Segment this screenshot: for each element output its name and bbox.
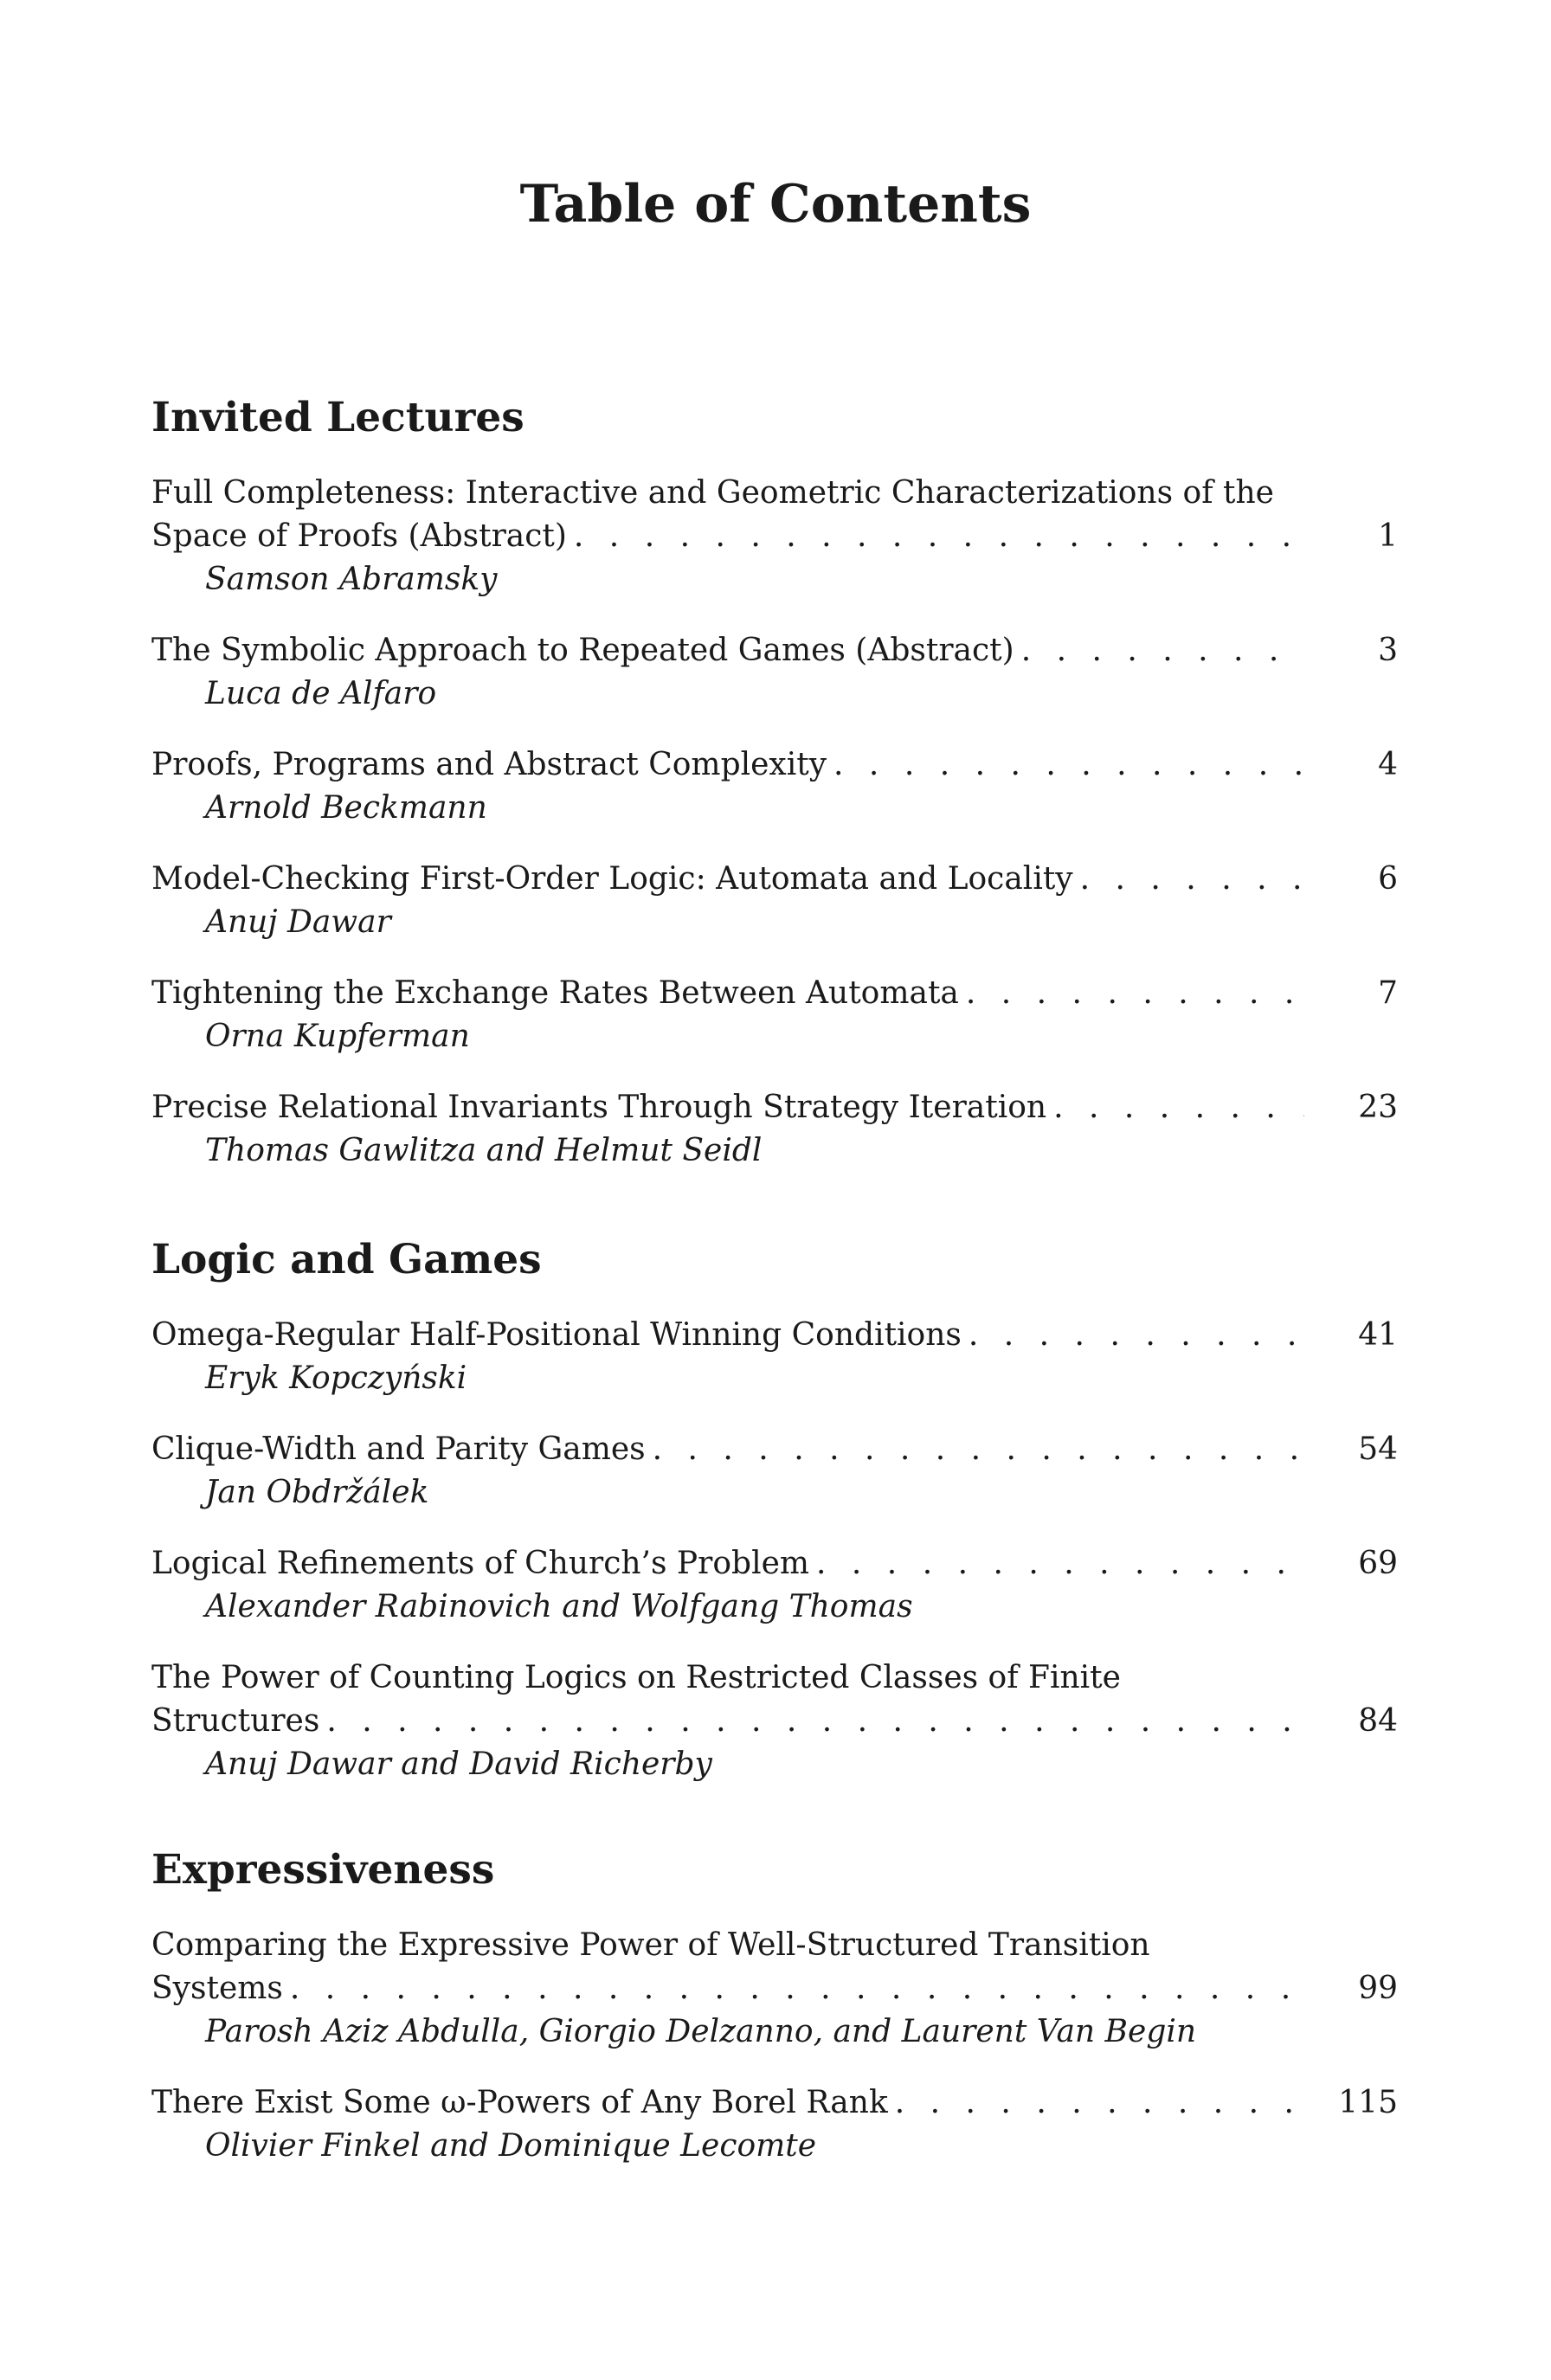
dot-leader [290, 1967, 1304, 2010]
entry-authors: Samson Abramsky [205, 562, 498, 597]
entry-authors: Luca de Alfaro [205, 676, 437, 711]
toc-entry[interactable] [151, 972, 1398, 1058]
section-heading: Invited Lectures [151, 394, 525, 441]
page-number[interactable]: 84 [1358, 1703, 1398, 1739]
dot-leader [326, 1700, 1304, 1743]
entry-authors: Parosh Aziz Abdulla, Giorgio Delzanno, and Laurent Van Begin [205, 2014, 1197, 2049]
page-number[interactable]: 3 [1378, 633, 1398, 668]
toc-entry[interactable] [151, 472, 1398, 601]
entry-title[interactable]: Systems [151, 1971, 283, 2006]
entry-authors: Anuj Dawar [205, 904, 391, 940]
page-number[interactable]: 6 [1378, 861, 1398, 897]
page-number[interactable]: 99 [1358, 1971, 1398, 2006]
section-logic-and-games [151, 1236, 1398, 1814]
entry-title[interactable]: Precise Relational Invariants Through Strategy Iteration [151, 1090, 1047, 1125]
section-heading: Expressiveness [151, 1846, 495, 1894]
toc-entry[interactable] [151, 743, 1398, 830]
entry-title[interactable]: Omega-Regular Half-Positional Winning Conditions [151, 1317, 962, 1353]
dot-leader [816, 1542, 1304, 1586]
entry-authors: Jan Obdržálek [205, 1475, 429, 1510]
page-number[interactable]: 7 [1378, 975, 1398, 1011]
toc-entry[interactable] [151, 629, 1398, 716]
entry-title[interactable]: There Exist Some ω-Powers of Any Borel Rank [151, 2085, 888, 2120]
page-number[interactable]: 4 [1378, 747, 1398, 782]
dot-leader [833, 743, 1304, 787]
page-number[interactable]: 115 [1338, 2085, 1398, 2120]
section-invited-lectures [151, 394, 1398, 1200]
dot-leader [653, 1428, 1304, 1471]
page-number[interactable]: 1 [1378, 518, 1398, 554]
entry-authors: Olivier Finkel and Dominique Lecomte [205, 2128, 817, 2164]
entry-title[interactable]: Tightening the Exchange Rates Between Automata [151, 975, 959, 1011]
page-number[interactable]: 41 [1358, 1317, 1398, 1353]
toc-entry[interactable] [151, 1542, 1398, 1629]
entry-title[interactable]: The Symbolic Approach to Repeated Games (Abstract) [151, 633, 1014, 668]
entry-title[interactable]: Clique-Width and Parity Games [151, 1431, 646, 1467]
entry-authors: Alexander Rabinovich and Wolfgang Thomas [205, 1589, 913, 1624]
toc-entry[interactable] [151, 1428, 1398, 1515]
dot-leader [895, 2081, 1304, 2125]
page-number[interactable]: 69 [1358, 1546, 1398, 1581]
entry-authors: Eryk Kopczyński [205, 1360, 467, 1396]
toc-entry[interactable] [151, 2081, 1398, 2168]
entry-title[interactable]: Logical Refinements of Church’s Problem [151, 1546, 810, 1581]
toc-entry[interactable] [151, 1086, 1398, 1173]
entry-title[interactable]: Model-Checking First-Order Logic: Automata and Locality [151, 861, 1073, 897]
entry-title[interactable]: Space of Proofs (Abstract) [151, 518, 567, 554]
page-number[interactable]: 23 [1358, 1090, 1398, 1125]
entry-authors: Thomas Gawlitza and Helmut Seidl [205, 1133, 763, 1168]
entry-title[interactable]: Proofs, Programs and Abstract Complexity [151, 747, 827, 782]
entry-title-line: Full Completeness: Interactive and Geometric Characterizations of the [151, 475, 1274, 511]
section-heading: Logic and Games [151, 1236, 542, 1283]
section-expressiveness [151, 1846, 1398, 2196]
page-number[interactable]: 54 [1358, 1431, 1398, 1467]
toc-entry[interactable] [151, 1924, 1398, 2054]
dot-leader [1021, 629, 1304, 672]
entry-authors: Arnold Beckmann [205, 790, 487, 826]
dot-leader [1080, 858, 1304, 901]
entry-title-line: Comparing the Expressive Power of Well-Structured Transition [151, 1927, 1150, 1963]
entry-authors: Orna Kupferman [205, 1019, 470, 1054]
dot-leader [966, 972, 1304, 1015]
toc-entry[interactable] [151, 1656, 1398, 1786]
dot-leader [574, 515, 1304, 558]
toc-entry[interactable] [151, 1314, 1398, 1400]
entry-title-line: The Power of Counting Logics on Restricted Classes of Finite [151, 1660, 1121, 1695]
entry-title[interactable]: Structures [151, 1703, 320, 1739]
dot-leader [969, 1314, 1304, 1357]
entry-authors: Anuj Dawar and David Richerby [205, 1746, 712, 1782]
dot-leader [1053, 1086, 1304, 1129]
page-title: Table of Contents [519, 174, 1032, 235]
toc-entry[interactable] [151, 858, 1398, 944]
